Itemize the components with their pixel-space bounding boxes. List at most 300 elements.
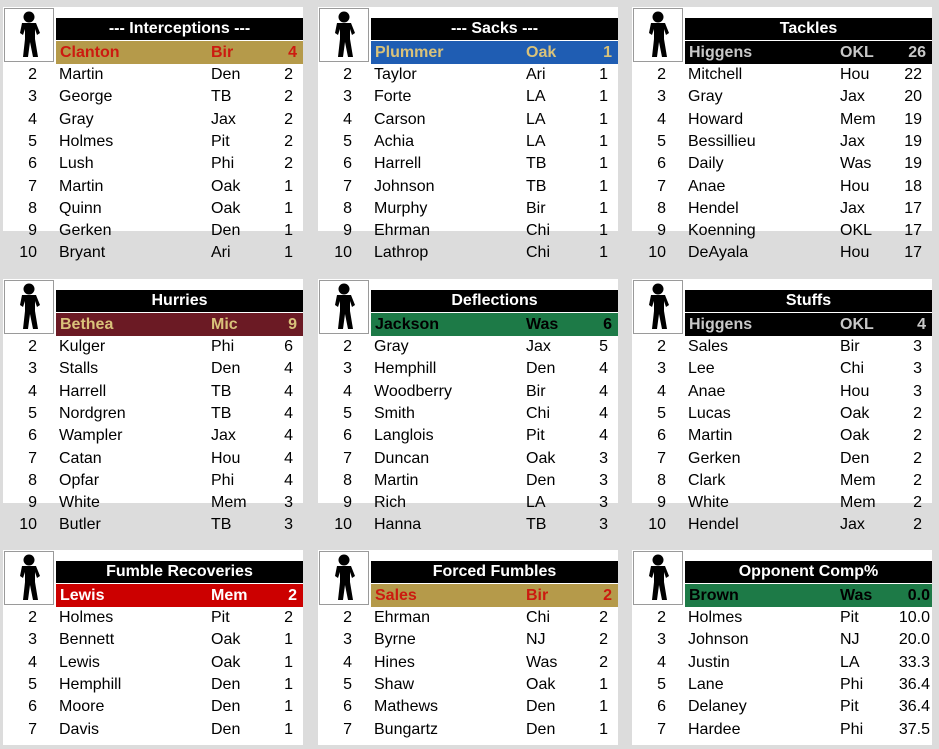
team: Oak xyxy=(211,631,241,649)
player-name: Koenning xyxy=(688,222,756,240)
leader-row[interactable] xyxy=(685,584,932,607)
stat-value: 2 xyxy=(284,132,293,150)
player-name: Bryant xyxy=(59,244,106,262)
rank: 7 xyxy=(657,720,666,738)
stat-value: 1 xyxy=(599,720,608,738)
player-name: Hendel xyxy=(688,199,739,217)
list-item[interactable] xyxy=(318,220,618,242)
stat-value: 4 xyxy=(599,427,608,445)
stat-value: 2 xyxy=(913,404,922,422)
team: TB xyxy=(211,88,232,106)
team: NJ xyxy=(526,631,546,649)
player-name: Martin xyxy=(688,427,733,445)
rank: 8 xyxy=(28,471,37,489)
list-item[interactable] xyxy=(632,64,932,86)
list-item[interactable] xyxy=(318,719,618,741)
list-item[interactable] xyxy=(632,109,932,131)
player-name: Harrell xyxy=(59,382,107,400)
rank: 5 xyxy=(28,675,37,693)
player-name: Smith xyxy=(374,404,415,422)
stat-value: 5 xyxy=(599,338,608,355)
list-item[interactable] xyxy=(632,242,932,264)
stat-value: 4 xyxy=(599,382,608,400)
leader-name: Higgens xyxy=(689,316,753,333)
team: Ari xyxy=(526,66,546,83)
rank: 6 xyxy=(28,155,37,173)
stat-value: 2 xyxy=(284,88,293,106)
rank: 7 xyxy=(28,177,37,195)
list-item[interactable] xyxy=(3,629,303,651)
stat-value: 1 xyxy=(599,155,608,173)
stat-value: 19 xyxy=(904,155,922,173)
rank: 4 xyxy=(343,382,352,400)
stat-value: 1 xyxy=(599,110,608,128)
list-item[interactable] xyxy=(632,358,932,380)
team: Den xyxy=(211,675,241,693)
list-item[interactable] xyxy=(3,448,303,470)
list-item[interactable] xyxy=(318,652,618,674)
team: Chi xyxy=(526,609,551,626)
team: Hou xyxy=(840,66,870,83)
list-item[interactable] xyxy=(3,220,303,242)
player-name: Bungartz xyxy=(374,720,439,738)
leader-name: Jackson xyxy=(375,316,440,333)
player-name: Bessillieu xyxy=(688,132,756,150)
team: Den xyxy=(526,698,556,716)
stat-value: 1 xyxy=(284,631,293,649)
leader-team: Bir xyxy=(526,587,549,604)
rank: 7 xyxy=(343,177,352,195)
rank: 7 xyxy=(28,449,37,467)
stat-value: 2 xyxy=(913,449,922,467)
list-item[interactable] xyxy=(632,470,932,492)
team: LA xyxy=(526,88,546,106)
team: Bir xyxy=(526,199,546,217)
rank: 5 xyxy=(657,404,666,422)
leader-row[interactable] xyxy=(56,41,303,64)
player-silhouette-icon xyxy=(633,8,683,62)
rank: 3 xyxy=(657,631,666,649)
player-name: Catan xyxy=(59,449,102,467)
team: TB xyxy=(211,516,232,534)
player-name: Mitchell xyxy=(688,66,743,83)
team: Oak xyxy=(211,177,241,195)
list-item[interactable] xyxy=(632,514,932,536)
list-item[interactable] xyxy=(3,425,303,447)
stat-value: 1 xyxy=(599,177,608,195)
list-item[interactable] xyxy=(3,607,303,629)
team: Phi xyxy=(840,675,864,693)
panel-tackles xyxy=(632,7,932,262)
list-item[interactable] xyxy=(318,425,618,447)
stat-value: 19 xyxy=(904,132,922,150)
player-name: Gray xyxy=(59,110,94,128)
panel-hurries xyxy=(3,279,303,534)
rank: 4 xyxy=(343,110,352,128)
stat-value: 3 xyxy=(599,471,608,489)
leader-value: 2 xyxy=(603,587,612,604)
stat-value: 4 xyxy=(284,360,293,378)
leader-value: 1 xyxy=(603,44,612,61)
rank: 9 xyxy=(28,222,37,240)
list-item[interactable] xyxy=(318,358,618,380)
team: Jax xyxy=(211,427,236,445)
leader-row[interactable] xyxy=(371,584,618,607)
rank: 2 xyxy=(657,338,666,355)
list-item[interactable] xyxy=(3,719,303,741)
list-item[interactable] xyxy=(3,514,303,536)
leader-team: Mic xyxy=(211,316,238,333)
player-name: White xyxy=(59,494,100,512)
list-item[interactable] xyxy=(632,719,932,741)
team: LA xyxy=(526,110,546,128)
rank: 9 xyxy=(657,222,666,240)
stat-value: 1 xyxy=(599,222,608,240)
list-item[interactable] xyxy=(318,607,618,629)
list-item[interactable] xyxy=(3,674,303,696)
rank: 8 xyxy=(657,471,666,489)
list-item[interactable] xyxy=(318,86,618,108)
list-item[interactable] xyxy=(318,514,618,536)
player-name: DeAyala xyxy=(688,244,749,262)
rank: 2 xyxy=(657,66,666,83)
player-name: Forte xyxy=(374,88,412,106)
team: TB xyxy=(526,155,547,173)
team: Den xyxy=(211,720,241,738)
leader-row[interactable] xyxy=(685,41,932,64)
player-silhouette-icon xyxy=(4,551,54,605)
list-item[interactable] xyxy=(318,448,618,470)
stat-value: 2 xyxy=(599,653,608,671)
list-item[interactable] xyxy=(632,131,932,153)
list-item[interactable] xyxy=(632,153,932,175)
leader-row[interactable] xyxy=(56,584,303,607)
player-name: Holmes xyxy=(59,132,114,150)
player-name: Lane xyxy=(688,675,724,693)
rank: 5 xyxy=(28,404,37,422)
stat-value: 33.3 xyxy=(898,653,930,671)
panel-title: Stuffs xyxy=(685,290,932,312)
list-item[interactable] xyxy=(318,64,618,86)
stat-value: 1 xyxy=(599,66,608,83)
rank: 4 xyxy=(28,653,37,671)
rank: 4 xyxy=(657,382,666,400)
stat-value: 3 xyxy=(913,360,922,378)
team: Hou xyxy=(211,449,241,467)
stat-value: 20 xyxy=(904,88,922,106)
leader-row[interactable] xyxy=(371,41,618,64)
rank: 7 xyxy=(343,449,352,467)
rank: 8 xyxy=(28,199,37,217)
rank: 2 xyxy=(343,66,352,83)
stat-value: 4 xyxy=(284,427,293,445)
rank: 5 xyxy=(657,675,666,693)
list-item[interactable] xyxy=(632,220,932,242)
leader-name: Bethea xyxy=(60,316,114,333)
list-item[interactable] xyxy=(3,64,303,86)
list-item[interactable] xyxy=(318,242,618,264)
player-name: Justin xyxy=(688,653,730,671)
team: Pit xyxy=(211,132,230,150)
rank: 10 xyxy=(334,516,352,534)
stat-value: 17 xyxy=(904,244,922,262)
player-name: Kulger xyxy=(59,338,106,355)
stat-value: 1 xyxy=(284,222,293,240)
player-name: Martin xyxy=(59,66,104,83)
stat-value: 10.0 xyxy=(898,609,930,626)
list-item[interactable] xyxy=(632,425,932,447)
rank: 3 xyxy=(657,360,666,378)
panel-deflections xyxy=(318,279,618,534)
list-item[interactable] xyxy=(3,358,303,380)
list-item[interactable] xyxy=(632,448,932,470)
stat-value: 1 xyxy=(599,675,608,693)
stat-value: 2 xyxy=(599,631,608,649)
team: Hou xyxy=(840,382,870,400)
player-name: Woodberry xyxy=(374,382,452,400)
leader-value: 4 xyxy=(917,316,926,333)
stat-value: 3 xyxy=(599,449,608,467)
leader-row[interactable] xyxy=(685,313,932,336)
rank: 2 xyxy=(28,609,37,626)
player-name: Nordgren xyxy=(59,404,126,422)
leader-team: Was xyxy=(526,316,559,333)
stat-value: 3 xyxy=(599,516,608,534)
team: Chi xyxy=(840,360,865,378)
leader-value: 0.0 xyxy=(907,587,930,604)
rank: 3 xyxy=(343,88,352,106)
team: Hou xyxy=(840,244,870,262)
rank: 3 xyxy=(28,631,37,649)
team: Oak xyxy=(526,675,556,693)
panel-sacks xyxy=(318,7,618,262)
team: Den xyxy=(211,66,241,83)
leader-row[interactable] xyxy=(371,313,618,336)
team: Bir xyxy=(840,338,860,355)
stat-value: 4 xyxy=(284,449,293,467)
team: Phi xyxy=(840,720,864,738)
list-item[interactable] xyxy=(318,696,618,718)
player-name: Lathrop xyxy=(374,244,429,262)
stat-value: 1 xyxy=(599,132,608,150)
list-item[interactable] xyxy=(318,131,618,153)
list-item[interactable] xyxy=(632,607,932,629)
stat-value: 1 xyxy=(284,177,293,195)
panel-title: Opponent Comp% xyxy=(685,561,932,583)
stat-value: 19 xyxy=(904,110,922,128)
player-name: Holmes xyxy=(688,609,743,626)
stat-value: 18 xyxy=(904,177,922,195)
list-item[interactable] xyxy=(3,652,303,674)
team: Den xyxy=(526,471,556,489)
rank: 10 xyxy=(19,244,37,262)
list-item[interactable] xyxy=(318,336,618,358)
list-item[interactable] xyxy=(3,403,303,425)
stat-value: 1 xyxy=(599,244,608,262)
player-name: Johnson xyxy=(688,631,749,649)
rank: 3 xyxy=(343,631,352,649)
player-silhouette-icon xyxy=(4,280,54,334)
player-name: Hendel xyxy=(688,516,739,534)
stat-value: 3 xyxy=(913,382,922,400)
rank: 7 xyxy=(343,720,352,738)
stat-value: 1 xyxy=(284,675,293,693)
team: Jax xyxy=(840,132,865,150)
list-item[interactable] xyxy=(318,403,618,425)
team: OKL xyxy=(840,222,873,240)
list-item[interactable] xyxy=(3,492,303,514)
player-name: Achia xyxy=(374,132,415,150)
team: Ari xyxy=(211,244,231,262)
stat-value: 4 xyxy=(599,360,608,378)
list-item[interactable] xyxy=(632,652,932,674)
panel-title: --- Interceptions --- xyxy=(56,18,303,40)
list-item[interactable] xyxy=(318,176,618,198)
panel-stuffs xyxy=(632,279,932,534)
list-item[interactable] xyxy=(3,153,303,175)
player-name: Byrne xyxy=(374,631,416,649)
list-item[interactable] xyxy=(3,109,303,131)
leader-value: 26 xyxy=(908,44,926,61)
stat-value: 17 xyxy=(904,222,922,240)
list-item[interactable] xyxy=(318,153,618,175)
panel-fumble-recoveries xyxy=(3,550,303,745)
leader-row[interactable] xyxy=(56,313,303,336)
player-name: Shaw xyxy=(374,675,415,693)
team: Jax xyxy=(840,516,865,534)
list-item[interactable] xyxy=(318,470,618,492)
player-name: Anae xyxy=(688,382,726,400)
list-item[interactable] xyxy=(318,109,618,131)
rank: 4 xyxy=(657,653,666,671)
stat-value: 36.4 xyxy=(898,698,930,716)
rank: 5 xyxy=(343,132,352,150)
stat-value: 4 xyxy=(284,404,293,422)
player-name: Gerken xyxy=(688,449,741,467)
team: Mem xyxy=(840,110,876,128)
rank: 6 xyxy=(657,427,666,445)
list-item[interactable] xyxy=(318,674,618,696)
list-item[interactable] xyxy=(3,242,303,264)
player-name: Martin xyxy=(374,471,419,489)
list-item[interactable] xyxy=(3,198,303,220)
leader-team: Was xyxy=(840,587,873,604)
stat-value: 3 xyxy=(599,494,608,512)
team: TB xyxy=(211,404,232,422)
stat-value: 2 xyxy=(599,609,608,626)
rank: 8 xyxy=(657,199,666,217)
rank: 8 xyxy=(343,471,352,489)
player-name: Mathews xyxy=(374,698,439,716)
list-item[interactable] xyxy=(3,696,303,718)
team: Oak xyxy=(211,653,241,671)
player-name: Johnson xyxy=(374,177,435,195)
rank: 5 xyxy=(343,675,352,693)
player-name: Harrell xyxy=(374,155,422,173)
list-item[interactable] xyxy=(632,492,932,514)
team: Den xyxy=(526,360,556,378)
rank: 10 xyxy=(334,244,352,262)
stat-value: 1 xyxy=(284,720,293,738)
list-item[interactable] xyxy=(632,336,932,358)
player-name: Gerken xyxy=(59,222,112,240)
stat-value: 36.4 xyxy=(898,675,930,693)
list-item[interactable] xyxy=(3,131,303,153)
list-item[interactable] xyxy=(632,198,932,220)
team: Pit xyxy=(840,609,859,626)
player-name: Murphy xyxy=(374,199,428,217)
rank: 6 xyxy=(657,155,666,173)
rank: 3 xyxy=(343,360,352,378)
panel-opponent-comp xyxy=(632,550,932,745)
player-name: Lucas xyxy=(688,404,731,422)
list-item[interactable] xyxy=(318,492,618,514)
stat-value: 1 xyxy=(284,199,293,217)
team: Den xyxy=(211,222,241,240)
leader-name: Higgens xyxy=(689,44,753,61)
stat-value: 4 xyxy=(284,471,293,489)
player-name: Lee xyxy=(688,360,715,378)
stat-value: 2 xyxy=(913,471,922,489)
stat-value: 1 xyxy=(284,244,293,262)
player-name: Hardee xyxy=(688,720,741,738)
list-item[interactable] xyxy=(3,381,303,403)
list-item[interactable] xyxy=(632,674,932,696)
list-item[interactable] xyxy=(632,381,932,403)
team: Was xyxy=(840,155,872,173)
list-item[interactable] xyxy=(632,86,932,108)
list-item[interactable] xyxy=(3,336,303,358)
player-name: Langlois xyxy=(374,427,434,445)
rank: 2 xyxy=(28,338,37,355)
player-silhouette-icon xyxy=(319,280,369,334)
rank: 5 xyxy=(28,132,37,150)
rank: 2 xyxy=(28,66,37,83)
player-name: Rich xyxy=(374,494,407,512)
list-item[interactable] xyxy=(318,629,618,651)
stat-value: 3 xyxy=(913,338,922,355)
list-item[interactable] xyxy=(318,381,618,403)
list-item[interactable] xyxy=(3,176,303,198)
list-item[interactable] xyxy=(632,176,932,198)
team: Mem xyxy=(840,471,876,489)
list-item[interactable] xyxy=(632,696,932,718)
team: Mem xyxy=(211,494,247,512)
list-item[interactable] xyxy=(3,470,303,492)
list-item[interactable] xyxy=(318,198,618,220)
team: LA xyxy=(526,132,546,150)
player-silhouette-icon xyxy=(633,280,683,334)
list-item[interactable] xyxy=(632,403,932,425)
rank: 9 xyxy=(343,222,352,240)
leader-name: Clanton xyxy=(60,44,120,61)
team: Phi xyxy=(211,471,235,489)
player-name: Delaney xyxy=(688,698,747,716)
team: Chi xyxy=(526,244,551,262)
stat-value: 2 xyxy=(284,110,293,128)
rank: 9 xyxy=(343,494,352,512)
team: LA xyxy=(526,494,546,512)
team: Jax xyxy=(840,199,865,217)
leader-name: Plummer xyxy=(375,44,444,61)
rank: 7 xyxy=(657,449,666,467)
leader-name: Brown xyxy=(689,587,739,604)
player-name: Stalls xyxy=(59,360,99,378)
list-item[interactable] xyxy=(3,86,303,108)
leader-team: OKL xyxy=(840,316,874,333)
player-name: Davis xyxy=(59,720,100,738)
list-item[interactable] xyxy=(632,629,932,651)
